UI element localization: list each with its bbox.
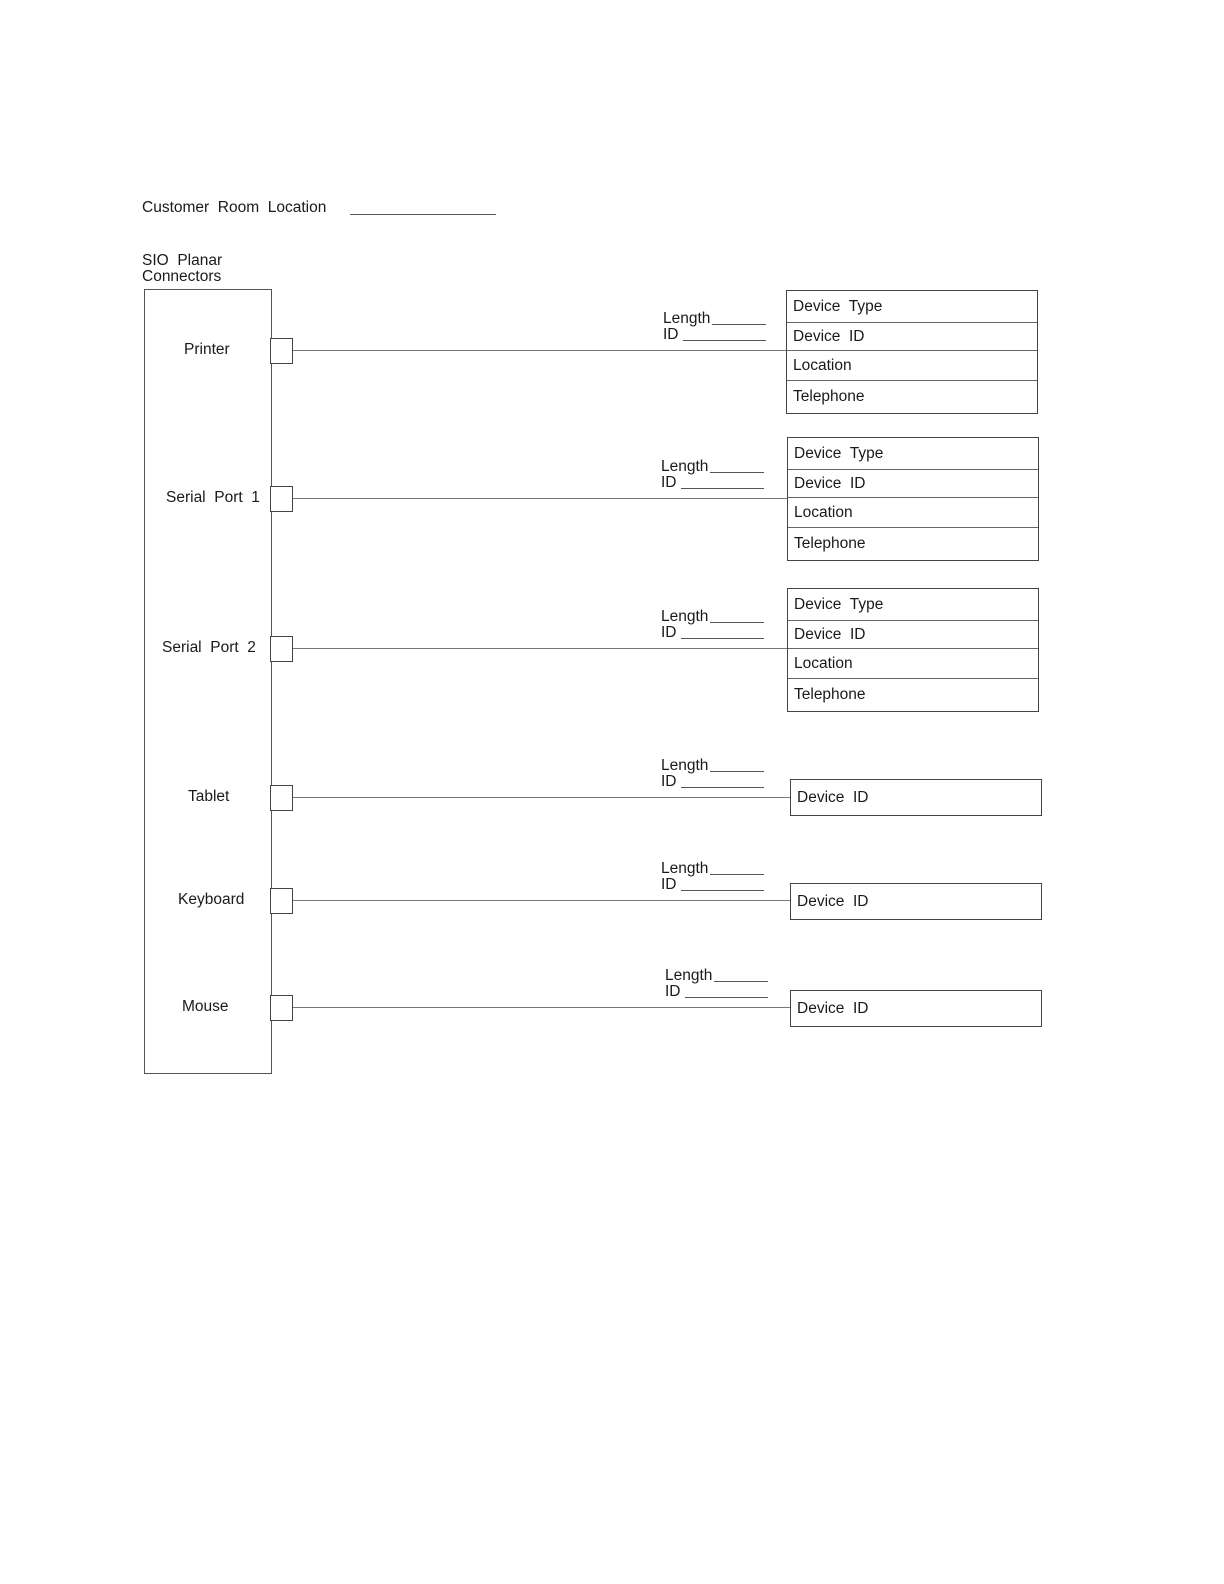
connector-label: Tablet — [188, 788, 230, 805]
device-info-box — [790, 990, 1042, 1027]
cable-length-label: Length — [661, 608, 709, 625]
cable-id-blank[interactable] — [681, 638, 764, 639]
connector-port[interactable] — [270, 888, 293, 914]
cable-id-blank[interactable] — [685, 997, 768, 998]
connector-label: Keyboard — [178, 891, 245, 908]
connector-port[interactable] — [270, 636, 293, 662]
cable-id-label: ID — [661, 624, 677, 641]
device-info-box — [787, 437, 1039, 561]
cable-line — [293, 900, 790, 901]
device-info-box — [790, 883, 1042, 920]
device-field-device-id[interactable]: Device ID — [788, 469, 1038, 497]
device-field-location[interactable]: Location — [788, 648, 1038, 678]
cable-length-label: Length — [661, 757, 709, 774]
cable-length-label: Length — [661, 458, 709, 475]
device-field-telephone[interactable]: Telephone — [788, 678, 1038, 711]
connector-label: Printer — [184, 341, 230, 358]
cable-length-blank[interactable] — [710, 874, 764, 875]
cable-length-blank[interactable] — [714, 981, 768, 982]
cable-length-label: Length — [665, 967, 713, 984]
planar-title-line1: SIO Planar — [142, 252, 223, 269]
device-field-device-id[interactable]: Device ID — [787, 322, 1037, 350]
cable-id-label: ID — [661, 876, 677, 893]
cable-id-label: ID — [665, 983, 681, 1000]
cable-line — [293, 498, 787, 499]
customer-room-location-label: Customer Room Location — [142, 199, 327, 216]
cable-length-label: Length — [661, 860, 709, 877]
device-info-box — [790, 779, 1042, 816]
device-field-location[interactable]: Location — [788, 497, 1038, 527]
device-field-location[interactable]: Location — [787, 350, 1037, 380]
cable-id-blank[interactable] — [681, 787, 764, 788]
device-field-device-type[interactable]: Device Type — [794, 595, 884, 613]
device-field-device-id[interactable]: Device ID — [797, 999, 869, 1017]
connector-label: Mouse — [182, 998, 229, 1015]
device-info-box — [787, 588, 1039, 712]
connector-port[interactable] — [270, 486, 293, 512]
cable-line — [293, 350, 786, 351]
cable-id-label: ID — [661, 474, 677, 491]
customer-room-location-blank[interactable] — [350, 214, 496, 215]
device-field-device-id[interactable]: Device ID — [788, 620, 1038, 648]
connector-label: Serial Port 1 — [166, 489, 260, 506]
cable-length-blank[interactable] — [710, 472, 764, 473]
device-field-device-id[interactable]: Device ID — [797, 892, 869, 910]
cable-length-label: Length — [663, 310, 711, 327]
cable-id-label: ID — [661, 773, 677, 790]
cable-id-blank[interactable] — [683, 340, 766, 341]
cable-line — [293, 1007, 790, 1008]
cable-line — [293, 797, 790, 798]
cable-length-blank[interactable] — [712, 324, 766, 325]
device-field-telephone[interactable]: Telephone — [787, 380, 1037, 413]
device-field-device-type[interactable]: Device Type — [793, 297, 883, 315]
connector-port[interactable] — [270, 785, 293, 811]
connector-label: Serial Port 2 — [162, 639, 256, 656]
cable-id-label: ID — [663, 326, 679, 343]
planar-title-line2: Connectors — [142, 268, 222, 285]
device-field-device-type[interactable]: Device Type — [794, 444, 884, 462]
device-field-device-id[interactable]: Device ID — [797, 788, 869, 806]
connector-port[interactable] — [270, 338, 293, 364]
cable-id-blank[interactable] — [681, 488, 764, 489]
connector-port[interactable] — [270, 995, 293, 1021]
cable-length-blank[interactable] — [710, 622, 764, 623]
device-field-telephone[interactable]: Telephone — [788, 527, 1038, 560]
cable-length-blank[interactable] — [710, 771, 764, 772]
cable-id-blank[interactable] — [681, 890, 764, 891]
cable-line — [293, 648, 787, 649]
device-info-box — [786, 290, 1038, 414]
sio-planar-board — [144, 289, 272, 1074]
